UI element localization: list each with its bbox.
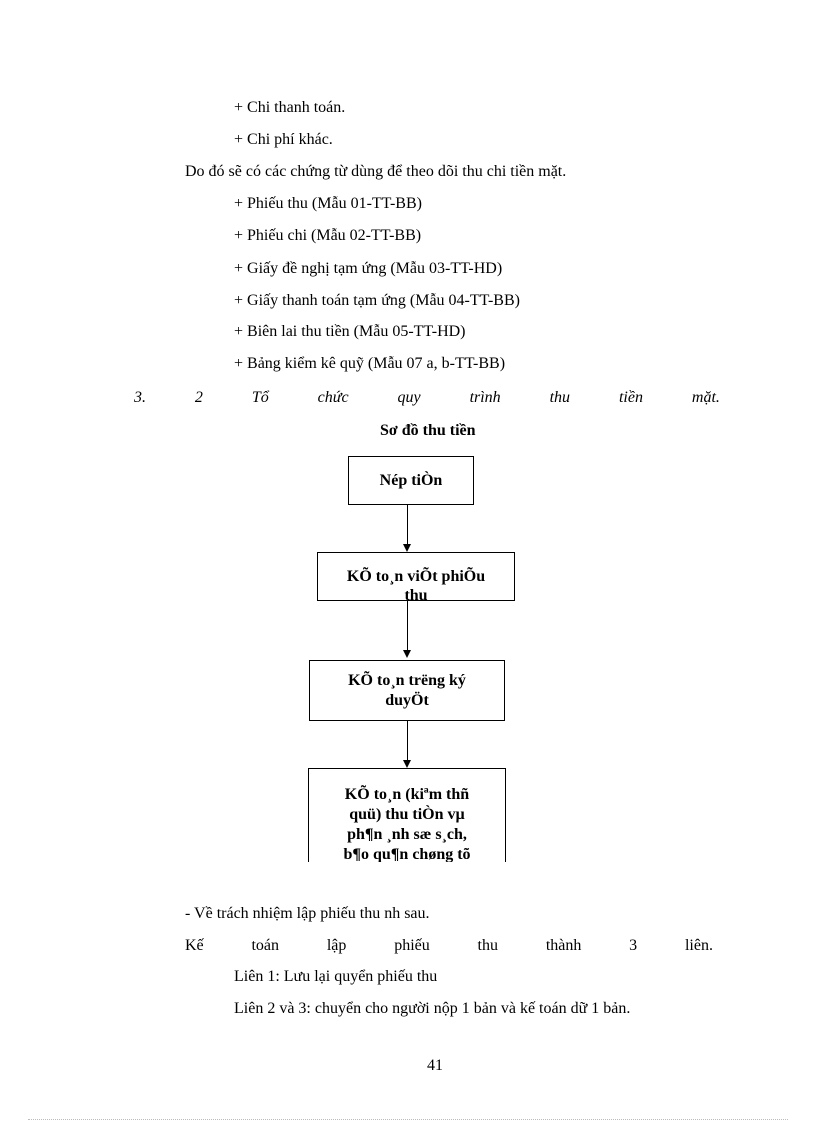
list-item: + Giấy đề nghị tạm ứng (Mẫu 03-TT-HD) — [234, 260, 503, 277]
flow-box-label: KÕ to¸n (kiªm thñ — [344, 786, 470, 803]
heading-word: chức — [317, 389, 349, 406]
heading-word: mặt. — [691, 389, 720, 406]
intro-paragraph: Do đó sẽ có các chứng từ dùng để theo dõi thu chi tiền mặt. — [185, 163, 567, 180]
flow-box-label: duyÖt — [385, 691, 429, 709]
lien-1-text: Liên 1: Lưu lại quyển phiếu thu — [234, 968, 438, 985]
flow-box-label: KÕ to¸n viÕt phiÕu — [346, 568, 486, 585]
list-item: + Biên lai thu tiền (Mẫu 05-TT-HD) — [234, 323, 466, 340]
list-item: + Phiếu chi (Mẫu 02-TT-BB) — [234, 227, 422, 244]
flow-box-label-overflow: thu — [404, 587, 428, 601]
page-number: 41 — [427, 1057, 443, 1074]
justified-word: phiếu — [394, 937, 430, 954]
list-item: + Chi phí khác. — [234, 131, 333, 148]
flow-box-2 — [317, 552, 515, 601]
lien-2-3-text: Liên 2 và 3: chuyển cho người nộp 1 bản và kế toán dữ 1 bản. — [234, 1000, 631, 1017]
flow-connector — [407, 601, 408, 651]
heading-word: 3. — [134, 389, 146, 406]
justified-word: thành — [545, 937, 582, 954]
flow-box-label: quü) thu tiÒn vµ — [349, 806, 465, 823]
list-item: + Bảng kiểm kê quỹ (Mẫu 07 a, b-TT-BB) — [234, 355, 506, 372]
footer-divider — [28, 1119, 788, 1120]
justified-word: thu — [477, 937, 498, 954]
list-item: + Chi thanh toán. — [234, 99, 346, 116]
arrow-down-icon — [403, 760, 411, 768]
flow-connector — [407, 721, 408, 761]
arrow-down-icon — [403, 544, 411, 552]
flow-connector — [407, 505, 408, 545]
section-heading — [134, 388, 720, 408]
flow-box-label: ph¶n ¸nh sæ s¸ch, — [347, 826, 467, 843]
flow-box-1 — [348, 456, 474, 505]
arrow-down-icon — [403, 650, 411, 658]
heading-word: 2 — [194, 389, 203, 406]
flow-box-label: b¶o qu¶n chøng tõ — [343, 846, 471, 862]
justified-word: Kế — [185, 937, 204, 954]
flow-box-label: KÕ to¸n trëng ký — [348, 671, 466, 689]
flow-box-3 — [309, 660, 505, 721]
heading-word: quy — [397, 389, 421, 406]
justified-word: toán — [251, 937, 280, 954]
heading-word: thu — [549, 389, 571, 406]
justified-word: lập — [326, 937, 347, 954]
justified-word: liên. — [684, 937, 713, 954]
justified-word: 3 — [629, 937, 638, 954]
list-item: + Giấy thanh toán tạm ứng (Mẫu 04-TT-BB) — [234, 292, 520, 309]
diagram-title: Sơ đồ thu tiền — [380, 422, 476, 439]
heading-word: Tổ — [251, 389, 269, 406]
flow-box-label: Nép tiÒn — [379, 471, 443, 489]
flow-box-4 — [308, 768, 506, 862]
heading-word: trình — [469, 389, 501, 406]
heading-word: tiền — [618, 389, 643, 406]
responsibility-paragraph: - Về trách nhiệm lập phiếu thu nh sau. — [185, 905, 430, 922]
list-item: + Phiếu thu (Mẫu 01-TT-BB) — [234, 195, 422, 212]
justified-line — [185, 936, 713, 956]
